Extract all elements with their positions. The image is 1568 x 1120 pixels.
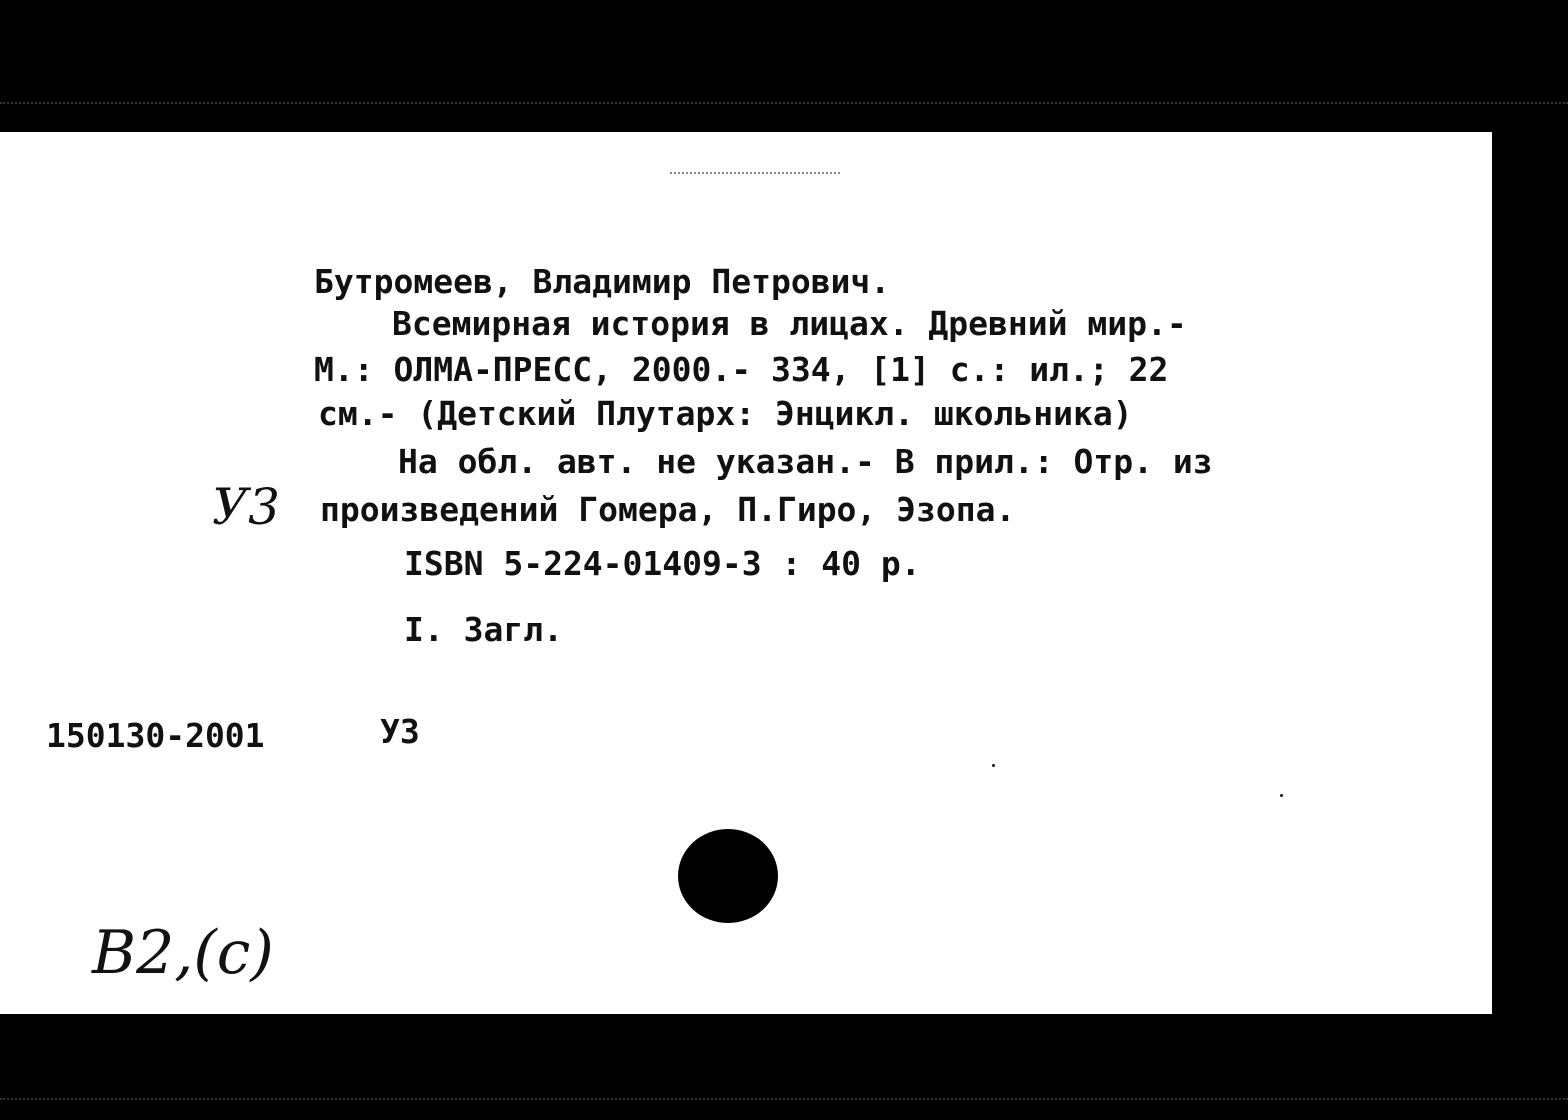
catalog-card bbox=[0, 132, 1492, 1014]
scan-edge-noise-bottom bbox=[0, 1098, 1568, 1102]
tracing-line: I. Загл. bbox=[404, 610, 563, 649]
author-heading: Бутромеев, Владимир Петрович. bbox=[314, 262, 891, 301]
accession-number: 150130-2001 bbox=[46, 716, 265, 755]
handwritten-shelf-mark: В2,(с) bbox=[92, 918, 274, 988]
class-mark: У3 bbox=[380, 712, 420, 751]
scan-speck bbox=[1280, 794, 1283, 797]
handwritten-class-mark: У3 bbox=[212, 478, 280, 536]
imprint-line: М.: ОЛМА-ПРЕСС, 2000.- 334, [1] с.: ил.; 22 bbox=[314, 350, 1169, 389]
scan-speck bbox=[992, 764, 995, 767]
series-line: см.- (Детский Плутарх: Энцикл. школьника) bbox=[318, 394, 1133, 433]
card-top-faint-marks bbox=[670, 172, 840, 176]
scan-edge-noise-top bbox=[0, 102, 1568, 106]
isbn-line: ISBN 5-224-01409-3 : 40 р. bbox=[404, 544, 921, 583]
note-line-2: произведений Гомера, П.Гиро, Эзопа. bbox=[320, 490, 1016, 529]
punch-hole bbox=[678, 829, 778, 923]
note-line-1: На обл. авт. не указан.- В прил.: Отр. из bbox=[398, 442, 1213, 481]
title-line: Всемирная история в лицах. Древний мир.- bbox=[392, 304, 1187, 343]
